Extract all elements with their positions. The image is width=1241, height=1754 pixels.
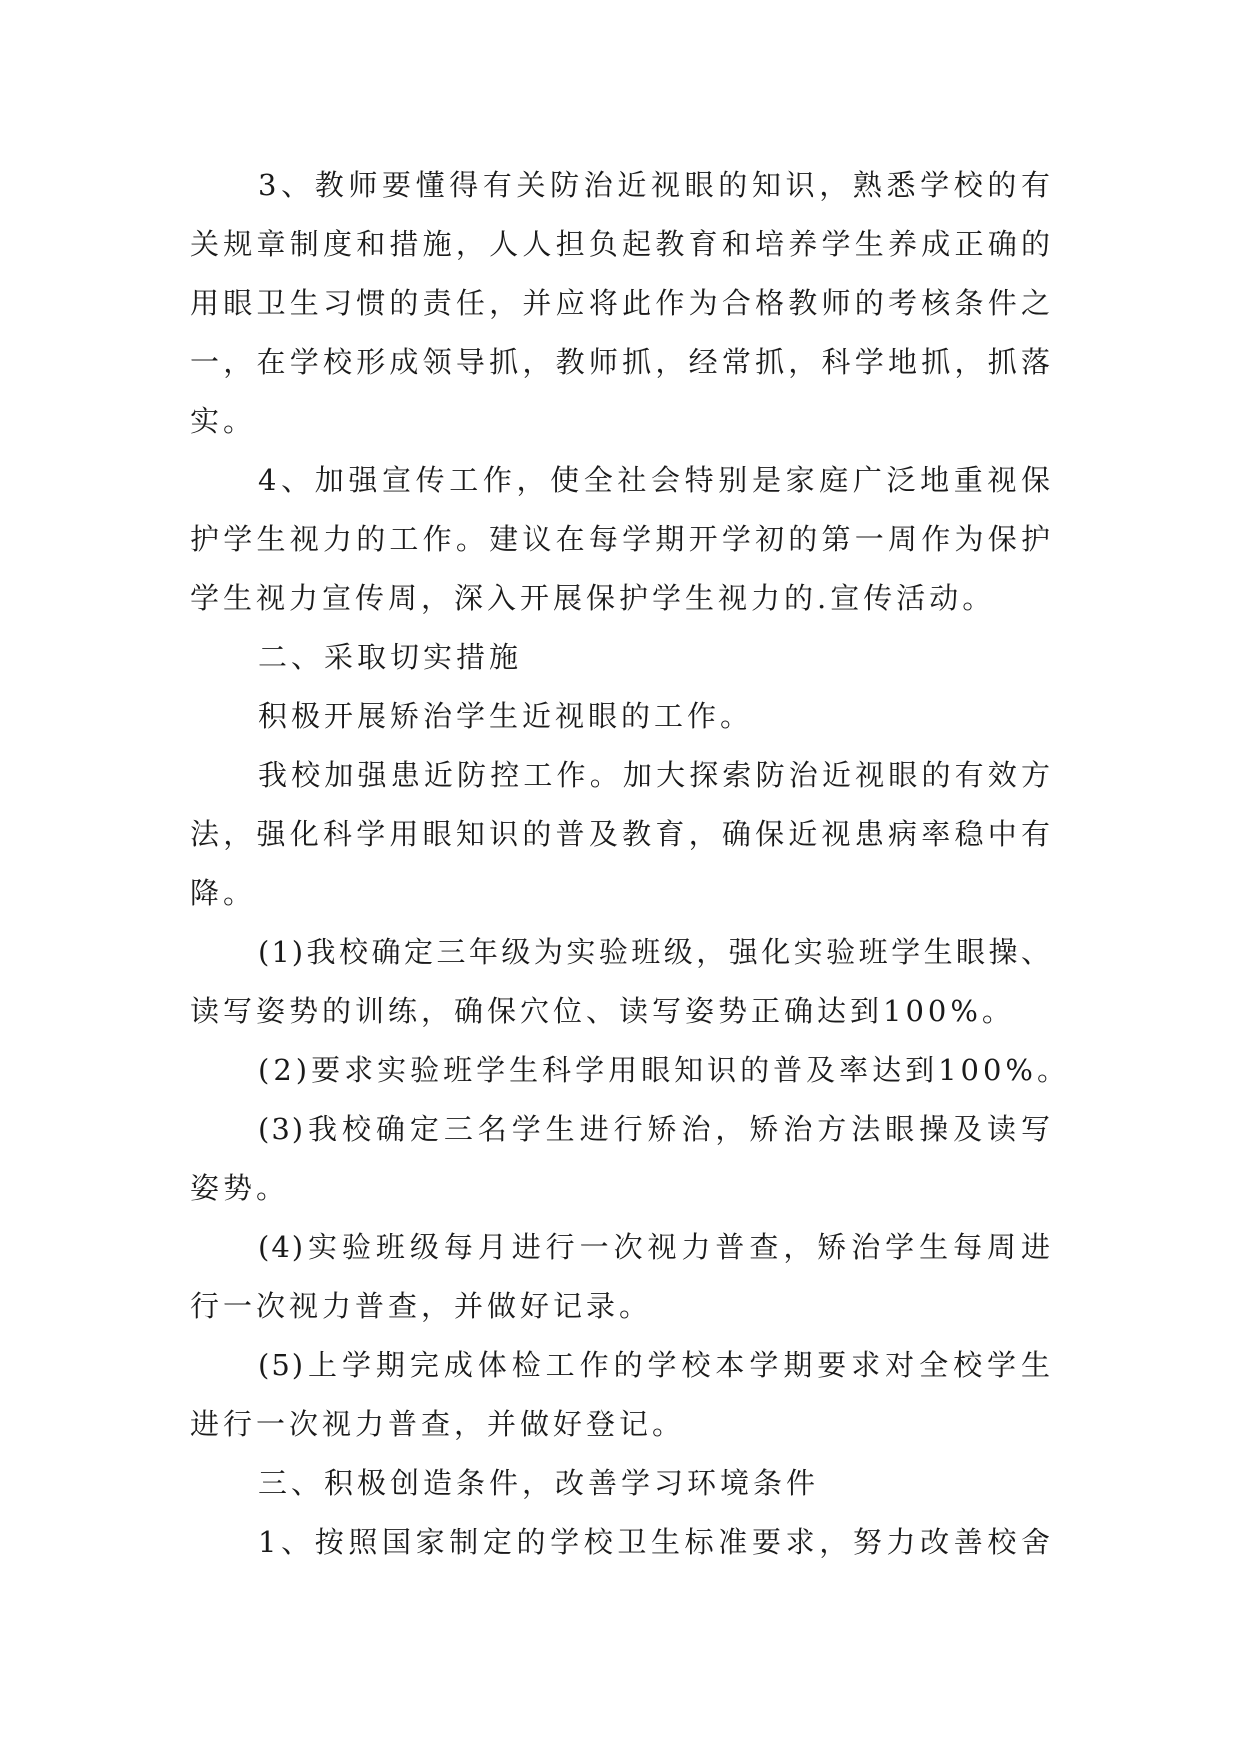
text-line: 用眼卫生习惯的责任，并应将此作为合格教师的考核条件之	[190, 286, 1052, 320]
text-line: (3)我校确定三名学生进行矫治，矫治方法眼操及读写	[258, 1112, 1052, 1146]
section-heading-environment	[190, 1454, 1052, 1513]
text-line: 法，强化科学用眼知识的普及教育，确保近视患病率稳中有	[190, 817, 1052, 851]
text-line: 二、采取切实措施	[258, 640, 523, 674]
text-line: 学生视力宣传周，深入开展保护学生视力的.宣传活动。	[190, 581, 996, 615]
text-line: (1)我校确定三年级为实验班级，强化实验班学生眼操、	[258, 935, 1052, 969]
text-line: (2)要求实验班学生科学用眼知识的普及率达到100%。	[258, 1053, 1070, 1087]
paragraph-publicity	[190, 451, 1052, 628]
section-heading-measures	[190, 628, 1052, 687]
text-line: 一，在学校形成领导抓，教师抓，经常抓，科学地抓，抓落	[190, 345, 1052, 379]
text-line: 4、加强宣传工作，使全社会特别是家庭广泛地重视保	[258, 463, 1052, 497]
text-line: 读写姿势的训练，确保穴位、读写姿势正确达到100%。	[190, 994, 1015, 1028]
document-page	[190, 156, 1070, 1572]
text-line: 实。	[190, 404, 257, 438]
text-line: (5)上学期完成体检工作的学校本学期要求对全校学生	[258, 1348, 1052, 1382]
text-line: 1、按照国家制定的学校卫生标准要求，努力改善校舍	[258, 1525, 1052, 1559]
text-line: 关规章制度和措施，人人担负起教育和培养学生养成正确的	[190, 227, 1052, 261]
paragraph-correction-work	[190, 687, 1052, 746]
text-line: 我校加强患近防控工作。加大探索防治近视眼的有效方	[258, 758, 1052, 792]
list-item-2	[190, 1041, 1070, 1100]
text-line: (4)实验班级每月进行一次视力普查，矫治学生每周进	[258, 1230, 1052, 1264]
text-line: 姿势。	[190, 1171, 290, 1205]
paragraph-teacher-knowledge	[190, 156, 1052, 451]
text-line: 护学生视力的工作。建议在每学期开学初的第一周作为保护	[190, 522, 1052, 556]
text-line: 行一次视力普查，并做好记录。	[190, 1289, 653, 1323]
list-item-4	[190, 1218, 1052, 1336]
text-line: 进行一次视力普查，并做好登记。	[190, 1407, 686, 1441]
paragraph-prevention	[190, 746, 1052, 923]
text-line: 3、教师要懂得有关防治近视眼的知识，熟悉学校的有	[258, 168, 1052, 202]
list-item-3	[190, 1100, 1052, 1218]
list-item-1	[190, 923, 1052, 1041]
text-line: 三、积极创造条件，改善学习环境条件	[258, 1466, 820, 1500]
text-line: 积极开展矫治学生近视眼的工作。	[258, 699, 754, 733]
text-line: 降。	[190, 876, 257, 910]
paragraph-hygiene-standards	[190, 1513, 1052, 1572]
list-item-5	[190, 1336, 1052, 1454]
